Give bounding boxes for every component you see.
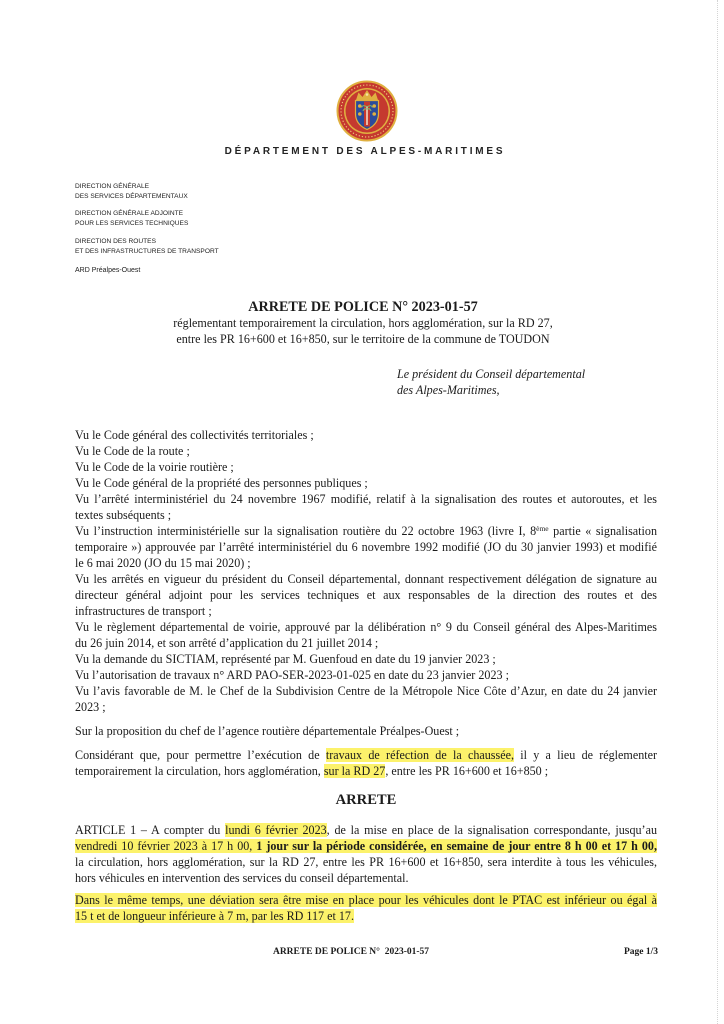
considerant-text: , entre les PR 16+600 et 16+850 ; [385,764,549,778]
visa-line: Vu l’autorisation de travaux n° ARD PAO-SER-2023-01-025 en date du 23 janvier 2023 ; [75,668,509,682]
article-1 [75,822,657,886]
subtitle-line: entre les PR 16+600 et 16+850, sur le territoire de la commune de TOUDON [176,332,550,346]
decision-heading: ARRETE [335,792,397,808]
visa-line: temporaire ») approuvée par l’arrêté interministériel du 6 novembre 1992 modifié (JO du 30 janvier 1993) et modifié [75,540,657,554]
considerant-line [75,747,657,763]
agency-name: ARD Préalpes-Ouest [75,267,141,274]
article-text: ARTICLE 1 – A compter du [75,823,226,837]
direction-generale [75,182,188,202]
direction-line: ET DES INFRASTRUCTURES DE TRANSPORT [75,248,219,255]
considerant-block [75,747,657,779]
highlighted-text: travaux de réfection de la chaussée, [325,748,514,762]
direction-line: DES SERVICES DÉPARTEMENTAUX [75,193,188,200]
visa-line: Vu le Code général des collectivités territoriales ; [75,428,314,442]
subtitle-line: réglementant temporairement la circulation, hors agglomération, sur la RD 27, [173,316,553,330]
deviation-line [75,908,657,924]
visa-line: le 6 mai 2020 (JO du 15 mai 2020) ; [75,556,251,570]
visa-line: textes subséquents ; [75,508,172,522]
considerant-text: Considérant que, pour permettre l’exécution de [75,748,326,762]
deviation-line [75,892,657,908]
article-line [75,838,657,854]
department-name: DÉPARTEMENT DES ALPES-MARITIMES [224,146,506,157]
visa-line: Vu le Code de la route ; [75,444,190,458]
document-subtitle [75,315,651,347]
signatory-block [397,366,585,398]
highlighted-text: sur la RD 27 [323,764,386,778]
signatory-line: Le président du Conseil départemental [397,367,586,381]
direction-line: DIRECTION DES ROUTES [75,238,156,245]
visa-line: Vu l’avis favorable de M. le Chef de la Subdivision Centre de la Métropole Nice Côte d’Azur, en date du 24 janvier [75,684,657,698]
direction-line: POUR LES SERVICES TECHNIQUES [75,220,189,227]
visa-line: infrastructures de transport ; [75,604,212,618]
visa-text: Vu l’instruction interministérielle sur la signalisation routière du 22 octobre 1963 (livre I, 8 [75,524,537,538]
visa-line: Vu la demande du SICTIAM, représenté par M. Guenfoud en date du 19 janvier 2023 ; [75,652,496,666]
considerant-line [75,763,657,779]
article-line: hors véhicules en intervention des services du conseil départemental. [75,871,409,885]
document-title: ARRETE DE POLICE N° 2023-01-57 [248,299,478,315]
visa-line: du 26 juin 2014, et son arrêté d’application du 21 juillet 2014 ; [75,636,379,650]
direction-generale-adjointe [75,209,188,229]
visa-line: Vu les arrêtés en vigueur du président du Conseil départemental, donnant respectivement délégation de signature au [75,572,657,586]
considerant-text: temporairement la circulation, hors agglomération, [75,764,324,778]
department-emblem-icon [336,80,398,142]
considerant-text: il y a lieu de réglementer [513,748,657,762]
visa-line: directeur général adjoint pour les services techniques et aux responsables de la direction des routes et des [75,588,657,602]
direction-line: DIRECTION GÉNÉRALE [75,183,150,190]
highlighted-text: lundi 6 février 2023 [225,823,327,837]
proposal-block [75,723,657,739]
page-number: Page 1/3 [623,947,658,957]
direction-des-routes [75,237,219,257]
proposal-line: Sur la proposition du chef de l’agence routière départementale Préalpes-Ouest ; [75,724,460,738]
direction-line: DIRECTION GÉNÉRALE ADJOINTE [75,210,184,217]
highlighted-text: Dans le même temps, une déviation sera être mise en place pour les véhicules dont le PTAC est inférieur ou égal à [75,893,657,907]
article-line: la circulation, hors agglomération, sur la RD 27, entre les PR 16+600 et 16+850, sera interdite à tous les véhicules, [75,855,657,869]
footer-reference: ARRETE DE POLICE N° 2023-01-57 [272,947,430,957]
highlighted-text: 15 t et de longueur inférieure à 7 m, par les RD 117 et 17. [75,909,354,923]
highlighted-text: vendredi 10 février 2023 à 17 h 00, [75,839,257,853]
visa-line [75,523,657,539]
visas-block [75,427,657,715]
visa-line: Vu le Code général de la propriété des personnes publiques ; [75,476,368,490]
highlighted-bold-text: 1 jour sur la période considérée, en semaine de jour entre 8 h 00 et 17 h 00, [256,839,657,853]
visa-line: Vu le Code de la voirie routière ; [75,460,234,474]
emblem-graphic [336,80,398,142]
scan-edge-line [717,0,718,1024]
visa-line: Vu le règlement départemental de voirie, approuvé par la délibération n° 9 du Conseil général des Alpes-Maritimes [75,620,657,634]
visa-text: partie « signalisation [548,524,657,538]
article-text: , de la mise en place de la signalisation correspondante, jusqu’au [326,823,657,837]
article-line [75,822,657,838]
deviation-paragraph [75,892,657,924]
signatory-line: des Alpes-Maritimes, [397,383,500,397]
visa-line: Vu l’arrêté interministériel du 24 novembre 1967 modifié, relatif à la signalisation des routes et autoroutes, et les [75,492,657,506]
visa-line: 2023 ; [75,700,106,714]
visa-superscript: ème [536,523,549,533]
